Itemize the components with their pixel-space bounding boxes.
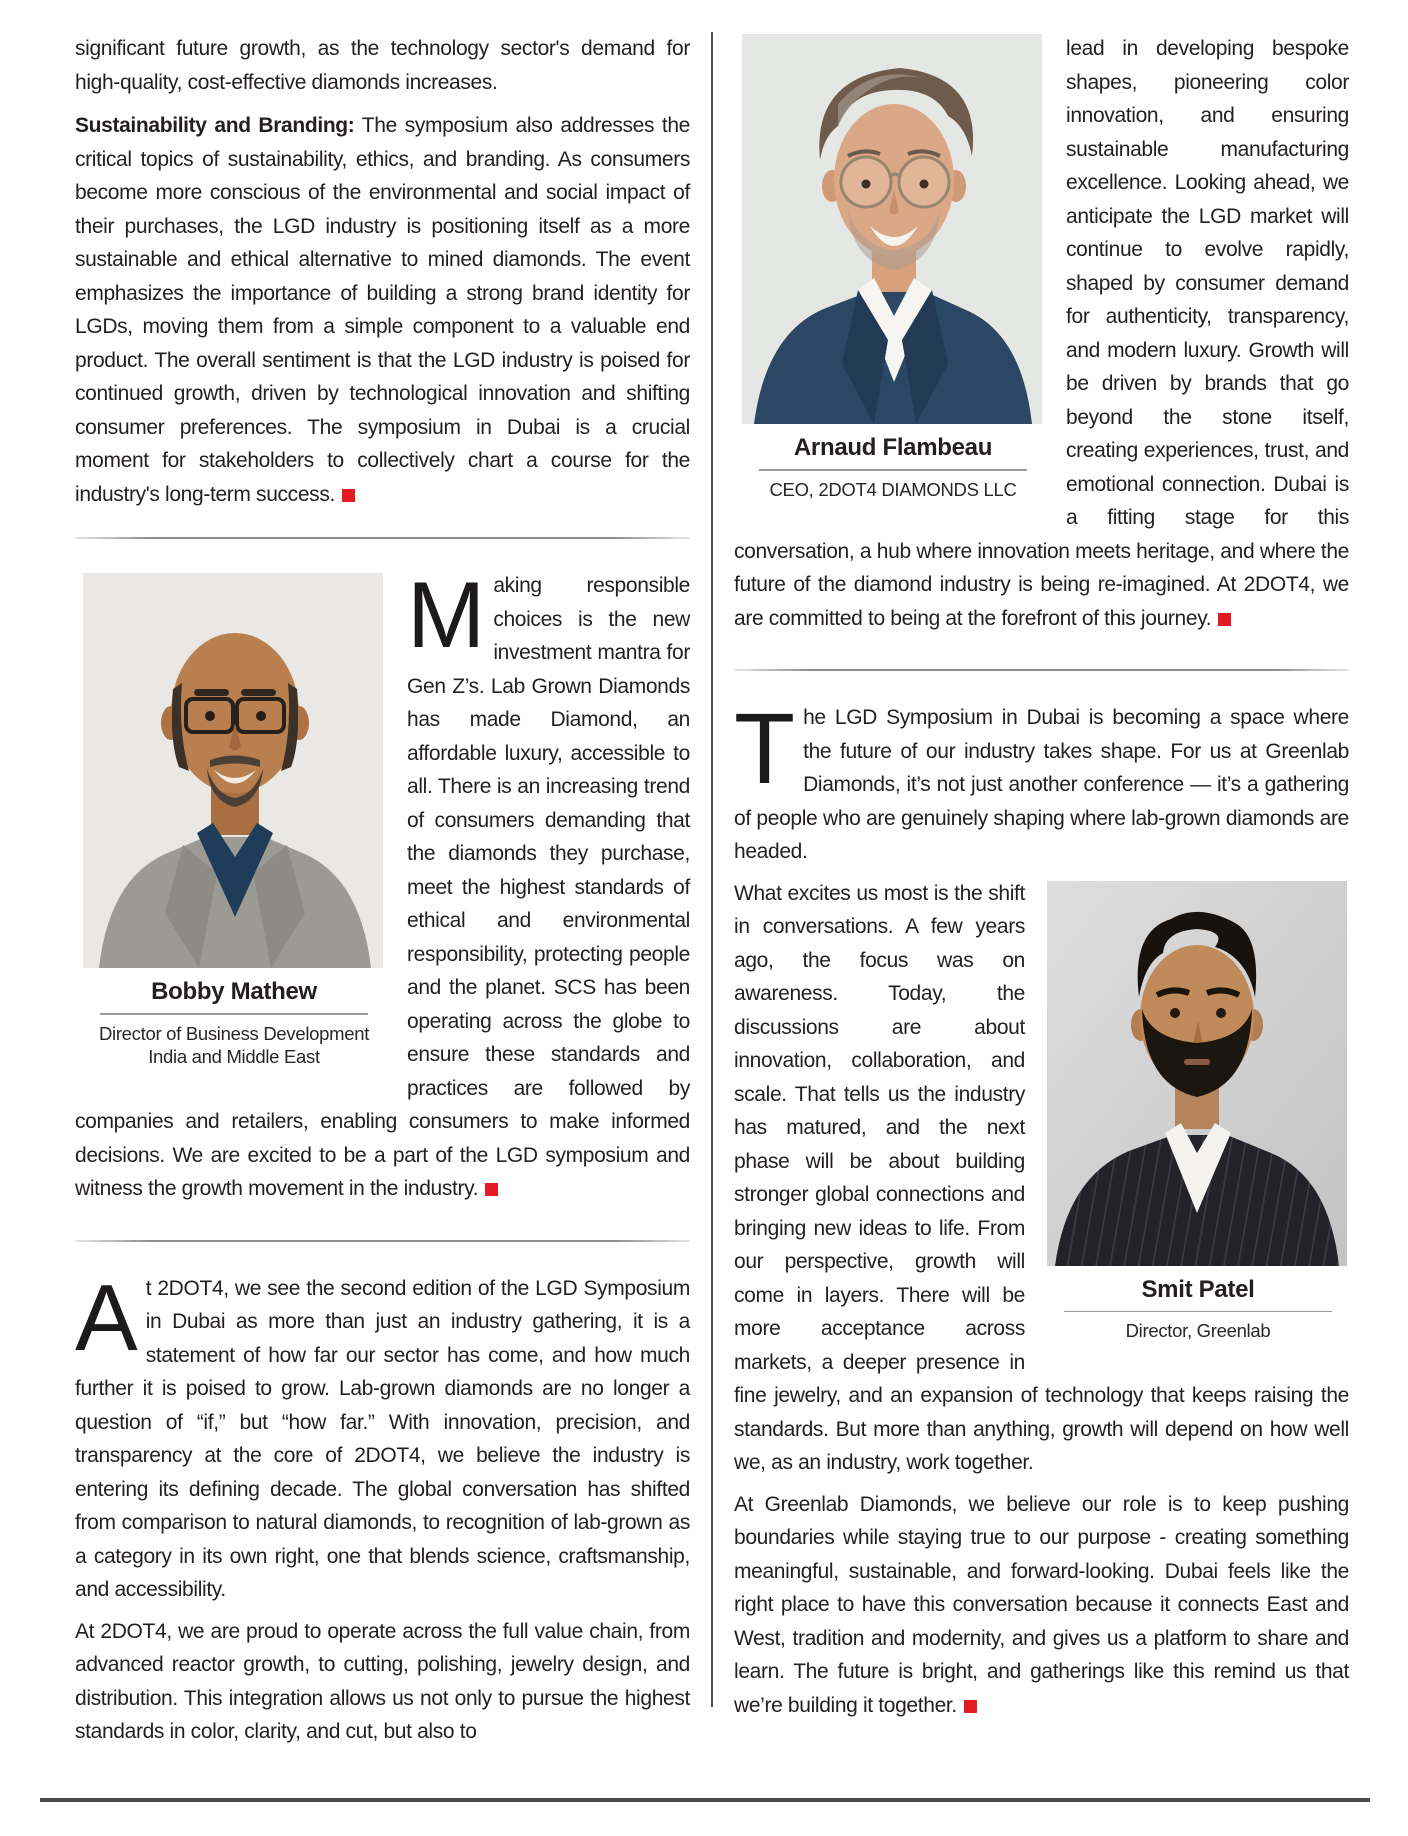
sustainability-paragraph [75,109,690,511]
right-column [734,32,1349,1757]
person-title: Director of Business Development [98,1022,370,1044]
arnaud-flambeau-portrait-illustration [742,34,1042,424]
at2dot4-paragraph-1 [75,1264,690,1607]
dropcap-t: T [734,693,794,805]
bobby-mathew-caption [83,978,385,1068]
arnaud-flambeau-section [734,32,1349,643]
person-title-line2: India and Middle East [148,1045,320,1067]
greenlab-text-1: he LGD Symposium in Dubai is becoming a space where the future of our industry takes shape. For us at Greenlab Diamonds, it’s not just another conference — it’s a gathering of people who are genuinely shaping where lab-grown diamonds are headed. [734,706,1349,863]
arnaud-flambeau-photo [742,34,1042,424]
caption-rule [759,469,1027,471]
dropcap-m: M [407,562,484,667]
person-name: Arnaud Flambeau [793,434,993,461]
page-footer-rule [40,1798,1370,1802]
smit-patel-photo [1047,881,1347,1266]
smit-patel-section [734,877,1349,1488]
smit-patel-caption [1047,1276,1349,1343]
dropcap-a: A [75,1264,136,1370]
bobby-mathew-figure [83,573,385,1068]
lead-text: lead in developing bespoke shapes, pioneering color innovation, and ensuring sustainable manufacturing excellence. Looking ahead, we anticipate the LGD market will continue to evolve rapidly, shaped by consumer demand for authenticity, transparency, and modern luxury. Growth will be driven by brands that go beyond the stone itself, creating experiences, trust, and emotional connection. Dubai is a fitting stage for this conversation, a hub where innovation meets heritage, and where the future of the diamond industry is being re-imagined. At 2DOT4, we are committed to being at the forefront of this journey. [734,37,1349,630]
article-divider [734,669,1349,671]
article-end-marker [1218,613,1231,626]
at2dot4-paragraph-2: At 2DOT4, we are proud to operate across the full value chain, from advanced reactor growth, to cutting, polishing, jewelry design, and distribution. This integration allows us not only to pursue the highest standards in color, clarity, and cut, but also to [75,1619,690,1743]
caption-rule [1064,1311,1332,1313]
person-name: Smit Patel [1141,1275,1255,1303]
greenlab-text-3: At Greenlab Diamonds, we believe our role is to keep pushing boundaries while staying true to our purpose - creating something meaningful, sustainable, and forward-looking. Dubai feels like the right place to have this conversation because it connects East and West, tradition and modernity, and gives us a platform to share and learn. The future is bright, and gatherings like this remind us that we’re building it together. [734,1492,1349,1717]
caption-rule [100,1013,368,1015]
smit-patel-portrait-illustration [1047,881,1347,1266]
person-title: Director, Greenlab [1125,1320,1271,1341]
person-title: CEO, 2DOT4 DIAMONDS LLC [769,478,1017,500]
paragraph-continuation: significant future growth, as the technology sector's demand for high-quality, cost-effective diamonds increases. [75,37,690,94]
article-end-marker [485,1183,498,1196]
arnaud-flambeau-caption [742,434,1044,501]
bobby-mathew-section [75,562,690,1214]
greenlab-paragraph-1 [734,693,1349,869]
arnaud-flambeau-figure [742,34,1044,501]
article-divider [75,1240,690,1242]
making-text: aking responsible choices is the new investment mantra for Gen Z’s. Lab Grown Diamonds has made Diamond, an affordable luxury, accessible to all. There is an increasing trend of consumers demanding that the diamonds they purchase, meet the highest standards of ethical and environmental responsibility, protecting people and the planet. SCS has been operating across the globe to ensure these standards and practices are followed by companies and retailers, enabling consumers to make informed decisions. We are excited to be a part of the LGD symposium and witness the growth movement in the industry. [75,574,690,1200]
article-end-marker [964,1700,977,1713]
greenlab-paragraph-2: What excites us most is the shift in conversations. A few years ago, the focus was on awareness. Today, the discussions are about innovation, collaboration, and scale. That tells us the industry has matured, and the next phase will be about building stronger global connections and bringing new ideas to life. From our perspective, growth will come in layers. There will be more acceptance across markets, a deeper presence in fine jewelry, and an expansion of technology that keeps raising the standards. But more than anything, growth will depend on how well we, as an industry, work together. [734,881,1349,1474]
sustainability-body-text: The symposium also addresses the critical topics of sustainability, ethics, and branding. As consumers become more conscious of the environmental and social impact of their purchases, the LGD industry is positioning itself as a more sustainable and ethical alternative to mined diamonds. The event emphasizes the importance of building a strong brand identity for LGDs, moving them from a simple component to a valuable end product. The overall sentiment is that the LGD industry is poised for continued growth, driven by technological innovation and shifting consumer preferences. The symposium in Dubai is a crucial moment for stakeholders to collectively chart a course for the industry's long-term success. [75,114,691,506]
article-divider [75,537,690,539]
article-end-marker [342,489,355,502]
at2dot4-text-1: t 2DOT4, we see the second edition of the LGD Symposium in Dubai as more than just an industry gathering, it is a statement of how far our sector has come, and how much further it is poised to grow. Lab-grown diamonds are no longer a question of “if,” but “how far.” With innovation, precision, and transparency at the core of 2DOT4, we believe the industry is entering its defining decade. The global conversation has shifted from comparison to natural diamonds, to recognition of lab-grown as a category in its own right, one that blends science, craftsmanship, and accessibility. [75,1276,690,1601]
bobby-mathew-portrait-illustration [83,573,383,968]
column-divider-rule [711,32,713,1707]
bobby-mathew-photo [83,573,383,968]
greenlab-paragraph-3 [734,1488,1349,1723]
left-column [75,32,690,1757]
paragraph-lead-bold: Sustainability and Branding: [75,114,355,137]
smit-patel-figure [1047,881,1349,1343]
person-name: Bobby Mathew [151,978,317,1005]
